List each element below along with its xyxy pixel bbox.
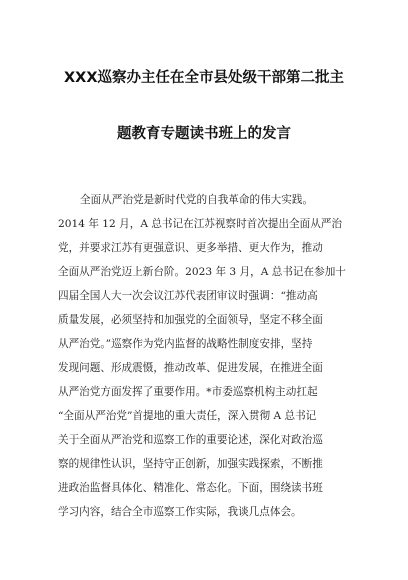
paragraph-line: 从严治党方面发挥了重要作用。*市委巡察机构主动扛起 <box>58 386 318 398</box>
paragraph-line: 2014 年 12 月，A 总书记在江苏视察时首次提出全面从严治 <box>58 218 343 230</box>
document-title-line-2: 题教育专题读书班上的发言 <box>117 126 291 142</box>
document-title-line-1: XXX巡察办主任在全市县处级干部第二批主 <box>63 70 345 86</box>
paragraph-line: 全面从严治党是新时代党的自我革命的伟大实践。 <box>80 194 314 206</box>
paragraph-line: 学习内容，结合全市巡察工作实际，我谈几点体会。 <box>58 506 302 518</box>
paragraph-line: 察的规律性认识，坚持守正创新，加强实践探索，不断推 <box>58 458 323 470</box>
paragraph-line: 四届全国人大一次会议江苏代表团审议时强调：“推动高 <box>58 290 318 302</box>
paragraph-line: 从严治党。”巡察作为党内监督的战略性制度安排，坚持 <box>58 338 313 350</box>
paragraph-line: 发现问题、形成震慑，推动改革、促进发展，在推进全面 <box>58 362 323 374</box>
paragraph-line: 党，并要求江苏有更强意识、更多举措、更大作为，推动 <box>58 242 323 254</box>
paragraph-line: 关于全面从严治党和巡察工作的重要论述，深化对政治巡 <box>58 434 323 446</box>
paragraph-line: 进政治监督具体化、精准化、常态化。下面，围绕读书班 <box>58 482 323 494</box>
paragraph-line: 质量发展，必须坚持和加强党的全面领导，坚定不移全面 <box>58 314 323 326</box>
paragraph-line: 全面从严治党迈上新台阶。2023 年 3 月，A 总书记在参加十 <box>58 266 346 278</box>
paragraph-line: “全面从严治党”首提地的重大责任，深入贯彻 A 总书记 <box>58 410 317 422</box>
